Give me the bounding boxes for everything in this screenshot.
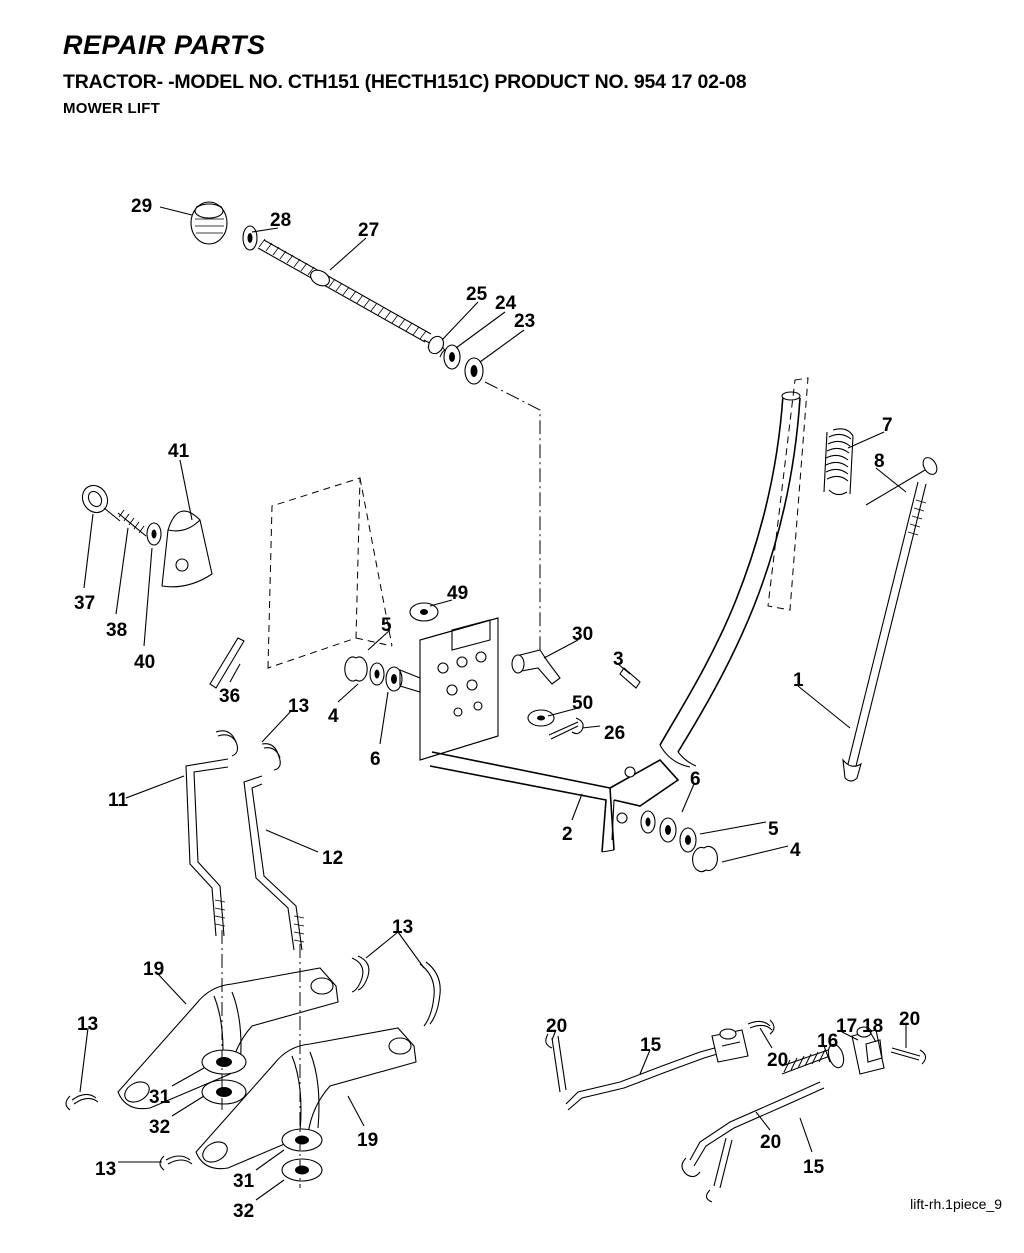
section-title: MOWER LIFT (63, 100, 160, 117)
footer-code: lift-rh.1piece_9 (910, 1196, 1002, 1212)
model-line: TRACTOR- -MODEL NO. CTH151 (HECTH151C) PRODUCT NO. 954 17 02-08 (63, 71, 747, 93)
page-title: REPAIR PARTS (63, 30, 266, 60)
callout-38: 38 (106, 620, 128, 641)
callout-11: 11 (108, 790, 129, 811)
callout-31-a: 31 (149, 1087, 171, 1108)
callout-3: 3 (613, 649, 624, 670)
callout-4-right: 4 (790, 840, 801, 861)
callout-15-upper: 15 (640, 1035, 662, 1056)
callout-13-d: 13 (95, 1159, 117, 1180)
callout-13-c: 13 (77, 1014, 99, 1035)
callout-16: 16 (817, 1031, 839, 1052)
callout-37: 37 (74, 593, 96, 614)
callout-15-lower: 15 (803, 1157, 825, 1178)
callout-32-b: 32 (233, 1201, 255, 1222)
callout-13-a: 13 (288, 696, 310, 717)
callout-19-upper: 19 (143, 959, 165, 980)
callout-32-a: 32 (149, 1117, 171, 1138)
callout-49: 49 (447, 583, 469, 604)
callout-5-right: 5 (768, 819, 779, 840)
callout-30: 30 (572, 624, 594, 645)
callout-8: 8 (874, 451, 885, 472)
callout-41: 41 (168, 441, 190, 462)
callout-20-d: 20 (760, 1132, 782, 1153)
callout-12: 12 (322, 848, 344, 869)
callout-36: 36 (219, 686, 241, 707)
callout-6-right: 6 (690, 769, 701, 790)
callout-13-b: 13 (392, 917, 414, 938)
callout-27: 27 (358, 220, 380, 241)
callout-28: 28 (270, 210, 292, 231)
callout-50: 50 (572, 693, 594, 714)
callout-17: 17 (836, 1016, 858, 1037)
callout-19-lower: 19 (357, 1130, 379, 1151)
callout-2: 2 (562, 824, 573, 845)
callout-23: 23 (514, 311, 536, 332)
callout-24: 24 (495, 293, 517, 314)
callout-26: 26 (604, 723, 626, 744)
callout-4-left: 4 (328, 706, 339, 727)
callout-1: 1 (793, 670, 804, 691)
callout-6-left: 6 (370, 749, 381, 770)
callout-7: 7 (882, 415, 893, 436)
callout-25: 25 (466, 284, 488, 305)
callout-18: 18 (862, 1016, 884, 1037)
callout-20-a: 20 (546, 1016, 568, 1037)
callout-40: 40 (134, 652, 156, 673)
callout-31-b: 31 (233, 1171, 255, 1192)
callout-20-c: 20 (899, 1009, 921, 1030)
callout-29: 29 (131, 196, 153, 217)
callout-20-b: 20 (767, 1050, 789, 1071)
callout-5-left: 5 (381, 615, 392, 636)
